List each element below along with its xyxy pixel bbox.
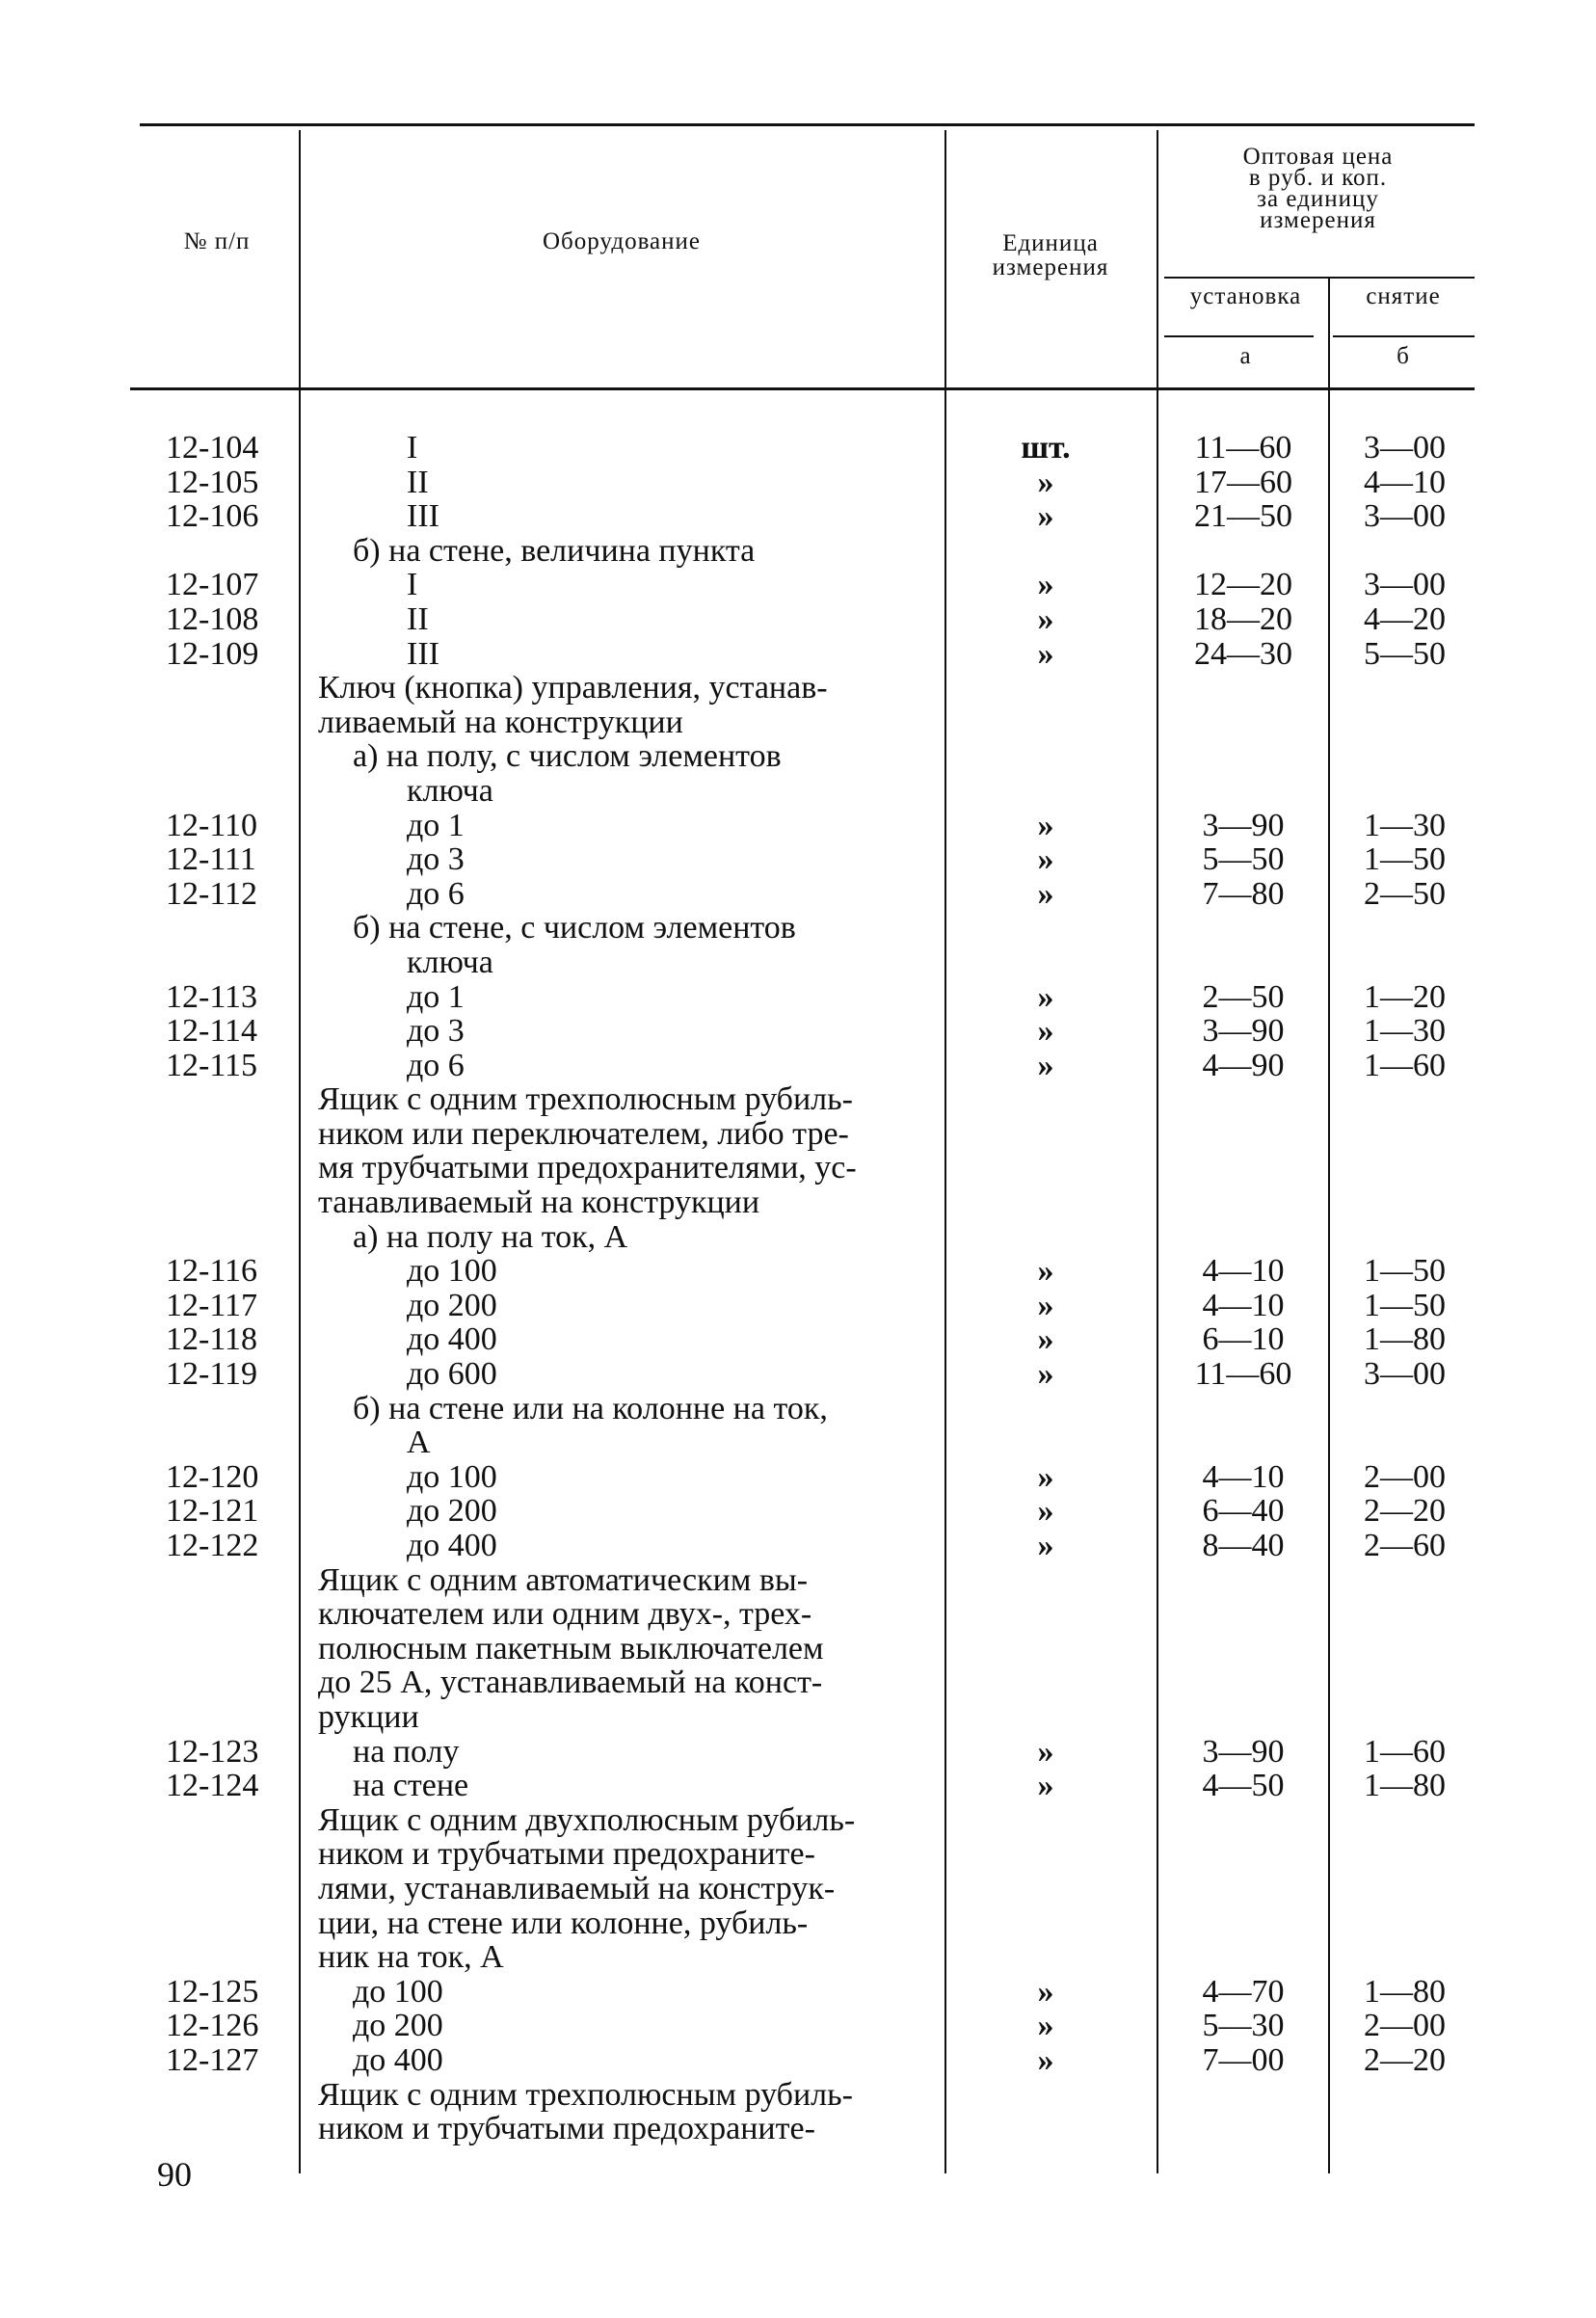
- table-row: [0, 1322, 1596, 1357]
- unit-of-measure: »: [1037, 464, 1054, 500]
- table-row: [0, 911, 1596, 946]
- equipment-text: Ящик с одним трехполюсным рубиль-: [318, 1081, 853, 1118]
- equipment-text: до 6: [407, 875, 465, 912]
- table-row: [0, 1254, 1596, 1289]
- price-install: 4—90: [1202, 1047, 1285, 1083]
- equipment-text: А: [407, 1425, 431, 1461]
- equipment-text: ливаемый на конструкции: [318, 704, 683, 740]
- equipment-text: I: [407, 567, 418, 603]
- unit-of-measure: »: [1037, 1356, 1054, 1393]
- equipment-text: до 1: [407, 978, 465, 1015]
- price-install: 21—50: [1194, 498, 1292, 535]
- price-install: 11—60: [1194, 430, 1292, 466]
- unit-of-measure: »: [1037, 1528, 1054, 1563]
- table-row: [0, 1700, 1596, 1735]
- price-install: 7—00: [1202, 2041, 1285, 2078]
- equipment-text: ником и трубчатыми предохраните-: [318, 2111, 815, 2147]
- price-remove: 1—20: [1364, 978, 1446, 1015]
- equipment-text: до 600: [407, 1356, 497, 1393]
- table-row: [0, 1425, 1596, 1460]
- table-row: [0, 466, 1596, 500]
- equipment-text: ции, на стене или колонне, рубиль-: [318, 1905, 809, 1941]
- price-install: 4—10: [1202, 1253, 1285, 1290]
- unit-of-measure: »: [1037, 1047, 1054, 1083]
- unit-of-measure: »: [1037, 2008, 1054, 2044]
- price-install: 5—30: [1202, 2008, 1285, 2044]
- header-bottom-rule: [130, 387, 1475, 390]
- equipment-text: II: [407, 464, 429, 500]
- price-remove: 1—50: [1364, 1253, 1446, 1290]
- table-row: [0, 1769, 1596, 1803]
- table-row: [0, 1563, 1596, 1598]
- equipment-text: ник на ток, А: [318, 1939, 504, 1976]
- row-number: 12-125: [166, 1973, 259, 2010]
- price-remove: 2—00: [1364, 2008, 1446, 2044]
- table-row: [0, 499, 1596, 534]
- header-equipment: Оборудование: [542, 228, 701, 254]
- unit-of-measure: »: [1037, 1768, 1054, 1804]
- unit-of-measure: »: [1037, 2041, 1054, 2078]
- equipment-text: ключа: [407, 772, 493, 809]
- equipment-text: до 100: [407, 1458, 497, 1495]
- row-number: 12-115: [166, 1047, 258, 1083]
- equipment-text: а) на полу на ток, А: [353, 1218, 628, 1255]
- equipment-text: ником или переключателем, либо тре-: [318, 1115, 849, 1152]
- table-row: [0, 1975, 1596, 2010]
- table-row: [0, 1803, 1596, 1838]
- price-remove: 3—00: [1364, 498, 1446, 535]
- table-row: [0, 1597, 1596, 1632]
- equipment-text: до 200: [407, 1493, 497, 1530]
- row-number: 12-123: [166, 1733, 259, 1770]
- equipment-text: I: [407, 430, 418, 466]
- unit-of-measure: »: [1037, 1458, 1054, 1495]
- price-remove: 2—20: [1364, 2041, 1446, 2078]
- table-row: [0, 1049, 1596, 1083]
- table-row: [0, 2112, 1596, 2146]
- table-row: [0, 1906, 1596, 1941]
- price-remove: 1—50: [1364, 1287, 1446, 1323]
- row-number: 12-118: [166, 1321, 258, 1358]
- ab-rule-left: [1164, 335, 1314, 337]
- row-number: 12-105: [166, 464, 259, 500]
- table-row: [0, 1632, 1596, 1666]
- price-remove: 3—00: [1364, 430, 1446, 466]
- price-remove: 2—20: [1364, 1493, 1446, 1530]
- table-row: [0, 1289, 1596, 1323]
- equipment-text: до 1: [407, 807, 465, 843]
- row-number: 12-109: [166, 635, 259, 672]
- table-row: [0, 671, 1596, 706]
- header-unit: Единица измерения: [992, 230, 1109, 280]
- price-install: 3—90: [1202, 807, 1285, 843]
- table-top-rule: [140, 123, 1475, 126]
- price-remove: 3—00: [1364, 1356, 1446, 1393]
- equipment-text: полюсным пакетным выключателем: [318, 1630, 824, 1666]
- row-number: 12-112: [166, 875, 258, 912]
- price-remove: 1—60: [1364, 1733, 1446, 1770]
- table-row: [0, 1357, 1596, 1392]
- table-row: [0, 1014, 1596, 1049]
- table-row: [0, 431, 1596, 466]
- header-num: № п/п: [183, 228, 251, 254]
- equipment-text: до 100: [353, 1973, 443, 2010]
- row-number: 12-119: [166, 1356, 258, 1393]
- equipment-text: Ключ (кнопка) управления, устанав-: [318, 670, 828, 706]
- table-body: [0, 431, 1596, 2146]
- equipment-text: б) на стене или на колонне на ток,: [353, 1390, 828, 1426]
- equipment-text: Ящик с одним двухполюсным рубиль-: [318, 1801, 856, 1838]
- table-row: [0, 809, 1596, 843]
- price-install: 4—50: [1202, 1768, 1285, 1804]
- price-remove: 1—80: [1364, 1973, 1446, 2010]
- table-row: [0, 1940, 1596, 1975]
- price-remove: 1—30: [1364, 807, 1446, 843]
- unit-of-measure: »: [1037, 567, 1054, 603]
- price-install: 18—20: [1194, 600, 1292, 637]
- table-row: [0, 1186, 1596, 1220]
- row-number: 12-127: [166, 2041, 259, 2078]
- table-row: [0, 1735, 1596, 1770]
- row-number: 12-108: [166, 600, 259, 637]
- unit-of-measure: »: [1037, 498, 1054, 535]
- table-row: [0, 706, 1596, 740]
- row-number: 12-110: [166, 807, 258, 843]
- price-install: 17—60: [1194, 464, 1292, 500]
- row-number: 12-121: [166, 1493, 259, 1530]
- row-number: 12-120: [166, 1458, 259, 1495]
- row-number: 12-117: [166, 1287, 258, 1323]
- equipment-text: III: [407, 498, 439, 535]
- equipment-text: лями, устанавливаемый на конструк-: [318, 1870, 836, 1906]
- price-remove: 1—60: [1364, 1047, 1446, 1083]
- price-remove: 4—10: [1364, 464, 1446, 500]
- equipment-text: Ящик с одним автоматическим вы-: [318, 1561, 809, 1598]
- unit-of-measure: »: [1037, 600, 1054, 637]
- price-remove: 2—50: [1364, 875, 1446, 912]
- table-row: [0, 1837, 1596, 1872]
- table-row: [0, 739, 1596, 774]
- table-row: [0, 1082, 1596, 1117]
- price-install: 12—20: [1194, 567, 1292, 603]
- equipment-text: рукции: [318, 1698, 419, 1735]
- table-row: [0, 602, 1596, 637]
- page-number: 90: [157, 2155, 192, 2194]
- unit-of-measure: »: [1037, 1287, 1054, 1323]
- table-row: [0, 1494, 1596, 1529]
- unit-of-measure: »: [1037, 841, 1054, 878]
- equipment-text: до 3: [407, 841, 465, 878]
- table-row: [0, 2009, 1596, 2043]
- price-remove: 2—00: [1364, 1458, 1446, 1495]
- table-row: [0, 568, 1596, 602]
- table-row: [0, 946, 1596, 980]
- price-remove: 2—60: [1364, 1528, 1446, 1563]
- table-row: [0, 1665, 1596, 1700]
- table-row: [0, 2043, 1596, 2078]
- row-number: 12-111: [166, 841, 256, 878]
- table-row: [0, 534, 1596, 569]
- unit-of-measure: »: [1037, 875, 1054, 912]
- equipment-text: до 200: [407, 1287, 497, 1323]
- table-row: [0, 877, 1596, 912]
- unit-of-measure: »: [1037, 807, 1054, 843]
- equipment-text: до 400: [353, 2041, 443, 2078]
- price-install: 24—30: [1194, 635, 1292, 672]
- table-row: [0, 842, 1596, 877]
- price-install: 6—40: [1202, 1493, 1285, 1530]
- price-install: 11—60: [1194, 1356, 1292, 1393]
- equipment-text: танавливаемый на конструкции: [318, 1185, 760, 1221]
- equipment-text: до 3: [407, 1013, 465, 1050]
- equipment-text: ключателем или одним двух-, трех-: [318, 1596, 812, 1633]
- header-install: установка: [1189, 283, 1302, 309]
- table-row: [0, 1220, 1596, 1255]
- row-number: 12-114: [166, 1013, 258, 1050]
- equipment-text: на стене: [353, 1768, 469, 1804]
- table-row: [0, 637, 1596, 672]
- equipment-text: ключа: [407, 944, 493, 980]
- unit-of-measure: »: [1037, 1321, 1054, 1358]
- table-row: [0, 980, 1596, 1015]
- unit-of-measure: »: [1037, 978, 1054, 1015]
- price-install: 6—10: [1202, 1321, 1285, 1358]
- price-install: 7—80: [1202, 875, 1285, 912]
- row-number: 12-126: [166, 2008, 259, 2044]
- table-row: [0, 1529, 1596, 1563]
- equipment-text: до 400: [407, 1321, 497, 1358]
- price-subheader-rule: [1164, 277, 1475, 279]
- price-remove: 1—80: [1364, 1321, 1446, 1358]
- equipment-text: II: [407, 600, 429, 637]
- unit-of-measure: »: [1037, 1493, 1054, 1530]
- equipment-text: б) на стене, с числом элементов: [353, 910, 796, 946]
- price-install: 4—70: [1202, 1973, 1285, 2010]
- equipment-text: до 400: [407, 1528, 497, 1563]
- equipment-text: Ящик с одним трехполюсным рубиль-: [318, 2076, 853, 2113]
- header-price: Оптовая цена в руб. и коп. за единицу измерения: [1242, 144, 1394, 233]
- price-remove: 1—50: [1364, 841, 1446, 878]
- table-row: [0, 1117, 1596, 1152]
- price-install: 8—40: [1202, 1528, 1285, 1563]
- row-number: 12-107: [166, 567, 259, 603]
- equipment-text: до 25 А, устанавливаемый на конст-: [318, 1665, 823, 1701]
- table-row: [0, 1460, 1596, 1495]
- row-number: 12-122: [166, 1528, 259, 1563]
- unit-of-measure: »: [1037, 1013, 1054, 1050]
- header-col-b: б: [1396, 343, 1410, 369]
- row-number: 12-116: [166, 1253, 258, 1290]
- table-row: [0, 1151, 1596, 1186]
- header-remove: снятие: [1366, 283, 1441, 309]
- equipment-text: мя трубчатыми предохранителями, ус-: [318, 1150, 857, 1186]
- table-row: [0, 2078, 1596, 2113]
- price-install: 5—50: [1202, 841, 1285, 878]
- unit-of-measure: »: [1037, 1973, 1054, 2010]
- equipment-text: ником и трубчатыми предохраните-: [318, 1836, 815, 1873]
- equipment-text: III: [407, 635, 439, 672]
- table-row: [0, 1872, 1596, 1906]
- equipment-text: до 6: [407, 1047, 465, 1083]
- equipment-text: до 200: [353, 2008, 443, 2044]
- ab-rule-right: [1333, 335, 1475, 337]
- unit-of-measure: »: [1037, 635, 1054, 672]
- price-remove: 1—80: [1364, 1768, 1446, 1804]
- unit-of-measure: »: [1037, 1253, 1054, 1290]
- header-col-a: а: [1239, 343, 1252, 369]
- price-remove: 4—20: [1364, 600, 1446, 637]
- equipment-text: на полу: [353, 1733, 460, 1770]
- unit-of-measure: »: [1037, 1733, 1054, 1770]
- row-number: 12-113: [166, 978, 258, 1015]
- price-install: 3—90: [1202, 1013, 1285, 1050]
- price-remove: 5—50: [1364, 635, 1446, 672]
- row-number: 12-106: [166, 498, 259, 535]
- price-install: 4—10: [1202, 1287, 1285, 1323]
- equipment-text: а) на полу, с числом элементов: [353, 738, 782, 775]
- price-install: 3—90: [1202, 1733, 1285, 1770]
- table-row: [0, 1392, 1596, 1426]
- price-remove: 1—30: [1364, 1013, 1446, 1050]
- row-number: 12-104: [166, 430, 259, 466]
- price-remove: 3—00: [1364, 567, 1446, 603]
- unit-of-measure: шт.: [1021, 430, 1071, 466]
- equipment-text: до 100: [407, 1253, 497, 1290]
- equipment-text: б) на стене, величина пункта: [353, 532, 756, 569]
- table-row: [0, 774, 1596, 809]
- price-install: 2—50: [1202, 978, 1285, 1015]
- price-install: 4—10: [1202, 1458, 1285, 1495]
- row-number: 12-124: [166, 1768, 259, 1804]
